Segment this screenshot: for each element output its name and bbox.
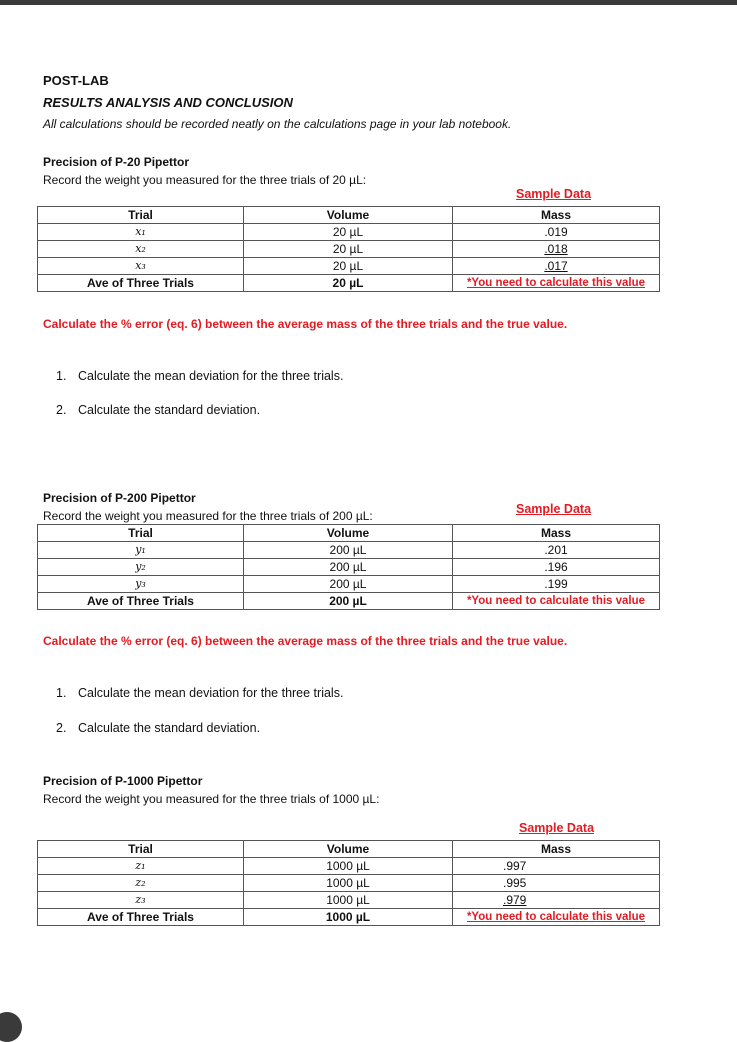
section-heading-p1000: Precision of P-1000 Pipettor — [43, 774, 203, 788]
average-volume: 1000 µL — [244, 909, 453, 926]
list-number: 1. — [56, 369, 67, 383]
volume-cell: 200 µL — [244, 559, 453, 576]
mass-cell: .196 — [453, 559, 660, 576]
sample-data-label-p20: Sample Data — [516, 187, 592, 201]
volume-cell: 200 µL — [244, 576, 453, 593]
average-row — [38, 593, 660, 610]
volume-cell: 20 µL — [244, 241, 453, 258]
mass-cell: .017 — [453, 258, 660, 275]
section-heading-p20: Precision of P-20 Pipettor — [43, 155, 190, 169]
mass-cell: .199 — [453, 576, 660, 593]
average-row — [38, 909, 660, 926]
sample-data-label-p200: Sample Data — [516, 502, 592, 516]
col-header-mass: Mass — [453, 525, 660, 542]
trial-cell: x₂ — [38, 241, 244, 258]
col-header-trial: Trial — [38, 841, 244, 858]
mass-cell: .018 — [453, 241, 660, 258]
step-text: Calculate the standard deviation. — [78, 721, 261, 735]
list-item — [56, 369, 343, 383]
list-number: 2. — [56, 721, 67, 735]
volume-cell: 1000 µL — [244, 875, 453, 892]
volume-cell: 1000 µL — [244, 892, 453, 909]
col-header-trial: Trial — [38, 525, 244, 542]
sample-data-label-p1000: Sample Data — [519, 821, 595, 835]
mass-cell: .995 — [453, 875, 660, 892]
step-text: Calculate the standard deviation. — [78, 403, 261, 417]
mass-cell: .979 — [453, 892, 660, 909]
mass-cell: .997 — [453, 858, 660, 875]
table-header-row — [38, 841, 660, 858]
table-row — [38, 892, 660, 909]
trial-cell: z₁ — [38, 858, 244, 875]
step-text: Calculate the mean deviation for the three trials. — [78, 369, 344, 383]
table-row — [38, 559, 660, 576]
volume-cell: 20 µL — [244, 224, 453, 241]
data-table-p200 — [37, 524, 660, 610]
trial-cell: y₃ — [38, 576, 244, 593]
col-header-volume: Volume — [244, 207, 453, 224]
average-label: Ave of Three Trials — [38, 593, 244, 610]
list-number: 1. — [56, 686, 67, 700]
page-subtitle: RESULTS ANALYSIS AND CONCLUSION — [43, 95, 293, 110]
trial-cell: x₃ — [38, 258, 244, 275]
corner-page-indicator — [0, 1012, 22, 1042]
data-table-p1000 — [37, 840, 660, 926]
trial-cell: y₂ — [38, 559, 244, 576]
list-item — [56, 721, 260, 735]
top-bar — [0, 0, 737, 5]
list-item — [56, 403, 260, 417]
average-mass-note: *You need to calculate this value — [453, 909, 660, 926]
section-prompt-p1000: Record the weight you measured for the three trials of 1000 µL: — [43, 792, 380, 806]
average-label: Ave of Three Trials — [38, 275, 244, 292]
percent-error-prompt-p200: Calculate the % error (eq. 6) between the average mass of the three trials and the true value. — [43, 634, 568, 648]
table-header-row — [38, 207, 660, 224]
col-header-trial: Trial — [38, 207, 244, 224]
mass-cell: .019 — [453, 224, 660, 241]
table-row — [38, 858, 660, 875]
average-row — [38, 275, 660, 292]
col-header-volume: Volume — [244, 841, 453, 858]
average-volume: 200 µL — [244, 593, 453, 610]
volume-cell: 200 µL — [244, 542, 453, 559]
table-row — [38, 875, 660, 892]
trial-cell: z₃ — [38, 892, 244, 909]
mass-cell: .201 — [453, 542, 660, 559]
average-mass-note: *You need to calculate this value — [453, 593, 660, 610]
average-mass-note: *You need to calculate this value — [453, 275, 660, 292]
volume-cell: 1000 µL — [244, 858, 453, 875]
trial-cell: z₂ — [38, 875, 244, 892]
section-heading-p200: Precision of P-200 Pipettor — [43, 491, 196, 505]
section-prompt-p20: Record the weight you measured for the three trials of 20 µL: — [43, 173, 367, 187]
col-header-volume: Volume — [244, 525, 453, 542]
table-header-row — [38, 525, 660, 542]
table-row — [38, 258, 660, 275]
col-header-mass: Mass — [453, 841, 660, 858]
list-item — [56, 686, 343, 700]
instructions-text: All calculations should be recorded neatly on the calculations page in your lab notebook. — [43, 117, 512, 131]
average-label: Ave of Three Trials — [38, 909, 244, 926]
col-header-mass: Mass — [453, 207, 660, 224]
trial-cell: x₁ — [38, 224, 244, 241]
trial-cell: y₁ — [38, 542, 244, 559]
percent-error-prompt-p20: Calculate the % error (eq. 6) between the average mass of the three trials and the true value. — [43, 317, 568, 331]
list-number: 2. — [56, 403, 67, 417]
table-row — [38, 576, 660, 593]
data-table-p20 — [37, 206, 660, 292]
step-text: Calculate the mean deviation for the three trials. — [78, 686, 344, 700]
volume-cell: 20 µL — [244, 258, 453, 275]
average-volume: 20 µL — [244, 275, 453, 292]
table-row — [38, 224, 660, 241]
table-row — [38, 241, 660, 258]
table-row — [38, 542, 660, 559]
section-prompt-p200: Record the weight you measured for the three trials of 200 µL: — [43, 509, 373, 523]
page-title: POST-LAB — [43, 73, 109, 88]
